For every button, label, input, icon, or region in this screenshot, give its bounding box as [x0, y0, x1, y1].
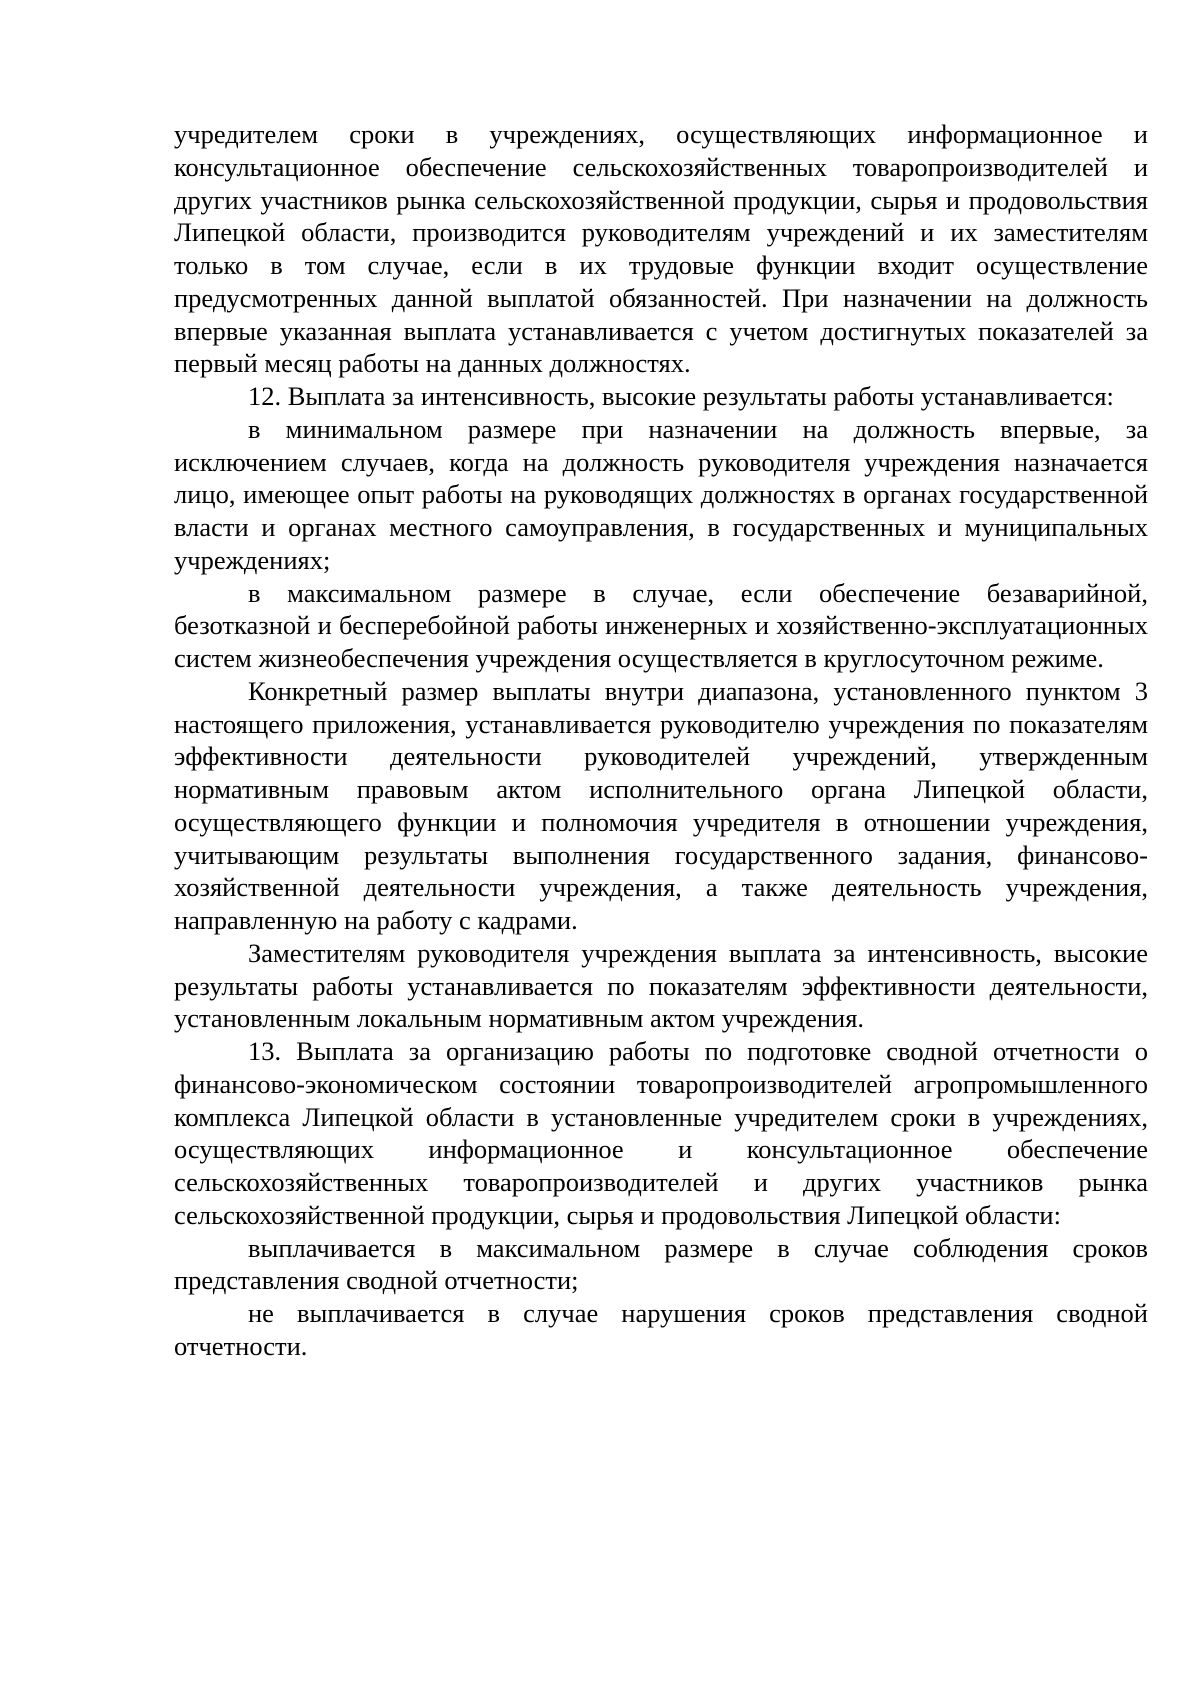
paragraph-specific-size: Конкретный размер выплаты внутри диапазона, установленного пунктом 3 настоящего приложения, устанавливается руководителю учреждения по показателям эффективности деятельности руководителей учреждений, утвержденным нормативным правовым актом исполнительного органа Липецкой области, осуществляющего функции и полномочия учредителя в отношении учреждения, учитывающим результаты выполнения государственного задания, финансово-хозяйственной деятельности учреждения, а также деятельность учреждения, направленную на работу с кадрами. — [174, 675, 1148, 935]
paragraph-not-paid: не выплачивается в случае нарушения сроков представления сводной отчетности. — [174, 1298, 1148, 1361]
paragraph-continuation: учредителем сроки в учреждениях, осуществляющих информационное и консультационное обеспечение сельскохозяйственных товаропроизводителей и других участников рынка сельскохозяйственной продукции, сырья и продовольствия Липецкой области, производится руководителям учреждений и их заместителям только в том случае, если в их трудовые функции входит осуществление предусмотренных данной выплатой обязанностей. При назначении на должность впервые указанная выплата устанавливается с учетом достигнутых показателей за первый месяц работы на данных должностях. — [174, 119, 1148, 379]
paragraph-minimum-size: в минимальном размере при назначении на должность впервые, за исключением случаев, когда на должность руководителя учреждения назначается лицо, имеющее опыт работы на руководящих должностях в органах государственной власти и органах местного самоуправления, в государственных и муниципальных учреждениях; — [174, 413, 1148, 575]
paragraph-maximum-size: в максимальном размере в случае, если обеспечение безаварийной, безотказной и бесперебойной работы инженерных и хозяйственно-эксплуатационных систем жизнеобеспечения учреждения осуществляется в круглосуточном режиме. — [174, 577, 1148, 673]
paragraph-deputies: Заместителям руководителя учреждения выплата за интенсивность, высокие результаты работы устанавливается по показателям эффективности деятельности, установленным локальным нормативным актом учреждения. — [174, 937, 1148, 1034]
paragraph-item-13: 13. Выплата за организацию работы по подготовке сводной отчетности о финансово-экономическом состоянии товаропроизводителей агропромышленного комплекса Липецкой области в установленные учредителем сроки в учреждениях, осуществляющих информационное и консультационное обеспечение сельскохозяйственных товаропроизводителей и других участников рынка сельскохозяйственной продукции, сырья и продовольствия Липецкой области: — [174, 1036, 1148, 1230]
document-body — [174, 118, 1148, 1363]
paragraph-item-12: 12. Выплата за интенсивность, высокие результаты работы устанавливается: — [248, 381, 1114, 411]
paragraph-paid-maximum: выплачивается в максимальном размере в случае соблюдения сроков представления сводной отчетности; — [174, 1232, 1148, 1296]
